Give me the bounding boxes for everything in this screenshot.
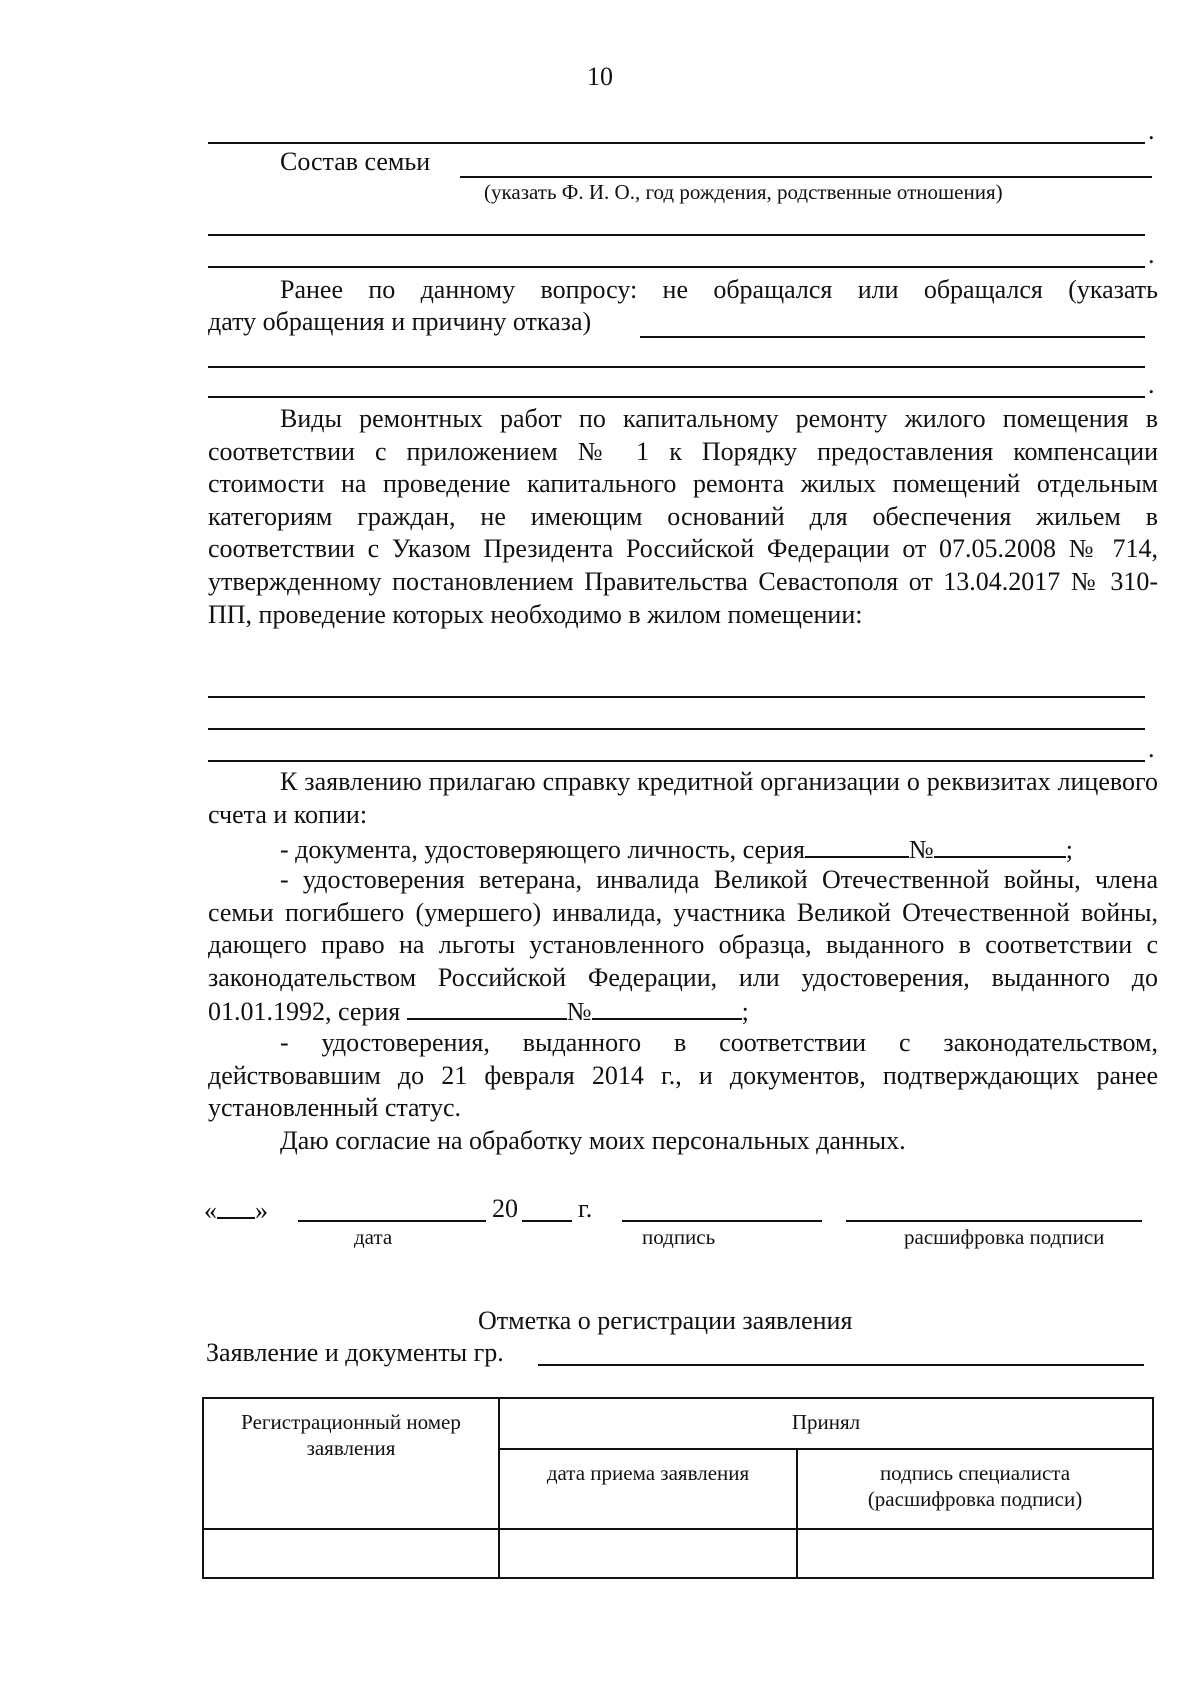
reg-number-cell[interactable] bbox=[203, 1529, 499, 1578]
attach-intro bbox=[208, 766, 1158, 831]
attach-item3 bbox=[208, 1027, 1158, 1125]
works-paragraph bbox=[208, 403, 1158, 631]
item1-prefix: - документа, удостоверяющего личность, серия bbox=[280, 835, 805, 864]
period-mark: . bbox=[1148, 240, 1155, 269]
attach-item2 bbox=[208, 864, 1158, 1029]
series-input[interactable] bbox=[805, 832, 909, 858]
item1-no: № bbox=[908, 835, 934, 864]
period-mark: . bbox=[1148, 734, 1155, 763]
fill-line[interactable] bbox=[208, 366, 1145, 368]
docs-input-line[interactable] bbox=[538, 1364, 1144, 1366]
signature-row bbox=[204, 1193, 268, 1227]
open-quote: « bbox=[204, 1196, 217, 1225]
item2-text: - удостоверения ветерана, инвалида Великой Отечественной войны, члена семьи погибшего (умершего) инвалида, участника Великой Отечественной войны, дающего право на льготы установленного образца, выданного в соответствии с законодательством Российской Федерации, или удостоверения, выданного до 01.01.1992, серия bbox=[208, 865, 1158, 1027]
consent-text: Даю согласие на обработку моих персональных данных. bbox=[280, 1126, 906, 1155]
number-input[interactable] bbox=[934, 832, 1066, 858]
family-input-line[interactable] bbox=[460, 176, 1152, 178]
period-mark: . bbox=[1148, 116, 1155, 145]
period-mark: . bbox=[1148, 370, 1155, 399]
specialist-sign-cell[interactable] bbox=[797, 1529, 1153, 1578]
fill-line[interactable] bbox=[208, 760, 1145, 762]
date-label: дата bbox=[354, 1225, 393, 1249]
fill-line[interactable] bbox=[208, 234, 1145, 236]
sign-label: подпись bbox=[642, 1225, 716, 1249]
number-input-2[interactable] bbox=[592, 994, 742, 1020]
day-input[interactable] bbox=[217, 1193, 255, 1219]
year-prefix: 20 bbox=[492, 1194, 518, 1223]
accept-date-header: дата приема заявления bbox=[499, 1449, 797, 1529]
attach-item1 bbox=[280, 832, 1073, 866]
works-text: Виды ремонтных работ по капитальному ремонту жилого помещения в соответствии с приложением № 1 к Порядку предоставления компенсации стоимости на проведение капитального ремонта жилых помещений отдельным категориям граждан, не имеющим оснований для обеспечения жильем в соответствии с Указом Президента Российской Федерации от 07.05.2008 № 714, утвержденному постановлением Правительства Севастополя от 13.04.2017 № 310-ПП, проведение которых необходимо в жилом помещении: bbox=[208, 404, 1158, 629]
previous-line1: Ранее по данному вопросу: не обращался или обращался (указать bbox=[280, 275, 1158, 304]
decode-label: расшифровка подписи bbox=[904, 1225, 1105, 1249]
specialist-sign-header: подпись специалиста (расшифровка подписи) bbox=[797, 1449, 1153, 1529]
decode-input-line[interactable] bbox=[846, 1220, 1142, 1222]
docs-line-label: Заявление и документы гр. bbox=[206, 1338, 504, 1367]
fill-line[interactable] bbox=[208, 728, 1145, 730]
fill-line[interactable] bbox=[208, 396, 1145, 398]
family-hint: (указать Ф. И. О., год рождения, родственные отношения) bbox=[484, 180, 1003, 204]
page-number: 10 bbox=[587, 62, 613, 91]
series-input-2[interactable] bbox=[407, 994, 567, 1020]
previous-input-line[interactable] bbox=[640, 336, 1145, 338]
previous-line2: дату обращения и причину отказа) bbox=[208, 307, 592, 336]
registration-title: Отметка о регистрации заявления bbox=[478, 1306, 853, 1335]
attach-intro-text: К заявлению прилагаю справку кредитной организации о реквизитах лицевого счета и копии: bbox=[208, 767, 1158, 829]
close-quote: » bbox=[255, 1196, 268, 1225]
fill-line[interactable] bbox=[208, 266, 1145, 268]
item1-end: ; bbox=[1065, 835, 1073, 864]
registration-table bbox=[202, 1397, 1154, 1579]
year-suffix: г. bbox=[578, 1194, 593, 1223]
fill-line[interactable] bbox=[208, 696, 1145, 698]
item2-end: ; bbox=[741, 997, 749, 1027]
accept-date-cell[interactable] bbox=[499, 1529, 797, 1578]
year-input-line[interactable] bbox=[522, 1220, 572, 1222]
item2-no: № bbox=[566, 997, 592, 1027]
accepted-header: Принял bbox=[499, 1398, 1153, 1449]
month-input-line[interactable] bbox=[298, 1220, 486, 1222]
reg-number-header: Регистрационный номер заявления bbox=[203, 1398, 499, 1529]
signature-input-line[interactable] bbox=[622, 1220, 822, 1222]
fill-line[interactable] bbox=[208, 142, 1145, 144]
family-label: Состав семьи bbox=[280, 147, 431, 176]
item3-text: - удостоверения, выданного в соответствии с законодательством, действовавшим до 21 февраля 2014 г., и документов, подтверждающих ранее установленный статус. bbox=[208, 1028, 1158, 1123]
